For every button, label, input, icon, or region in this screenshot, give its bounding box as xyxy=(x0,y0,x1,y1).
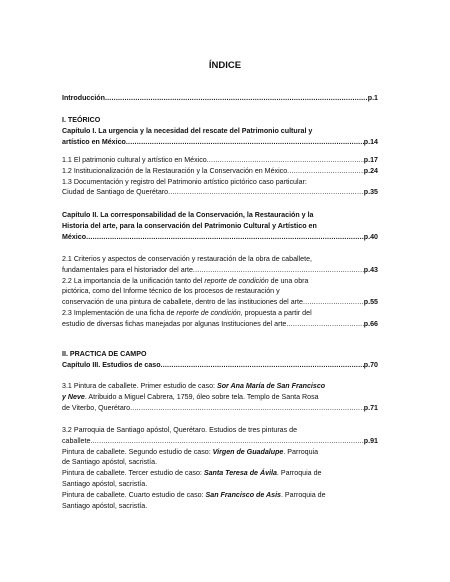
toc-section-3-1 xyxy=(62,381,325,392)
toc-page: p.40 xyxy=(363,232,378,241)
toc-section-2-1-cont: fundamentales para el historiador del arte xyxy=(62,265,193,274)
toc-section-1-3: 1.3 Documentación y registro del Patrimonio artístico pictórico caso particular: xyxy=(62,177,307,186)
chapter-2-title-cont: Historia del arte, para la conservación del Patrimonio Cultural y Artístico en xyxy=(62,221,317,230)
toc-section-2-2 xyxy=(62,276,309,287)
toc-text: 3.1 Pintura de caballete. Primer estudio de caso: xyxy=(62,382,217,390)
case-study-3-cont: Santiago apóstol, sacristía. xyxy=(62,479,148,488)
toc-section-3-2: 3.2 Parroquia de Santiago apóstol, Querétaro. Estudios de tres pinturas de xyxy=(62,426,298,434)
toc-section-2-2-cont: pictórica, como del Informe técnico de los procesos de restauración y xyxy=(62,287,280,296)
toc-page: p.43 xyxy=(363,265,378,274)
toc-page: p.1 xyxy=(367,94,378,102)
toc-text-bold-italic: Santa Teresa de Ávila xyxy=(203,469,277,478)
toc-section-2-3 xyxy=(62,308,312,319)
toc-section-1-2: 1.2 Institucionalización de la Restauración y la Conservación en México xyxy=(62,166,288,175)
toc-text: de una obra xyxy=(268,276,309,285)
part-1 xyxy=(62,115,378,147)
toc-section-2-2-cont: conservación de una pintura de caballete, dentro de las instituciones del arte xyxy=(62,298,303,307)
toc-label: Introducción xyxy=(62,94,105,102)
toc-text: 2.2 La importancia de la unificación tanto del xyxy=(62,276,205,285)
section-heading: I. TEÓRICO xyxy=(62,116,101,124)
toc-page: p.70 xyxy=(363,360,378,369)
toc-text: . Atribuido a Miguel Cabrera, 1759, óleo sobre tela. Templo de Santa Rosa xyxy=(84,392,319,401)
chapter-2-sections xyxy=(62,254,378,330)
toc-page: p.24 xyxy=(363,166,378,175)
chapter-2 xyxy=(62,210,378,242)
toc-text-bold-italic: Virgen de Guadalupe xyxy=(212,447,284,456)
toc-page: p.71 xyxy=(363,403,378,412)
case-study-4 xyxy=(62,490,326,501)
case-study-4-cont: Santiago apóstol, sacristía. xyxy=(62,501,148,510)
chapter-3-section-1 xyxy=(62,381,378,413)
toc-section-3-1-cont: de Viterbo, Querétaro xyxy=(62,403,131,412)
toc-page: p.35 xyxy=(363,188,378,197)
part-2 xyxy=(62,349,378,371)
chapter-3-title: Capítulo III. Estudios de caso xyxy=(62,360,161,369)
toc-page: p.14 xyxy=(363,137,378,146)
chapter-3-section-2 xyxy=(62,425,378,511)
toc-entry-introduccion xyxy=(62,93,378,104)
toc-text-bold-italic: y Neve xyxy=(62,392,85,401)
toc-text-bold-italic: San Francisco de Asis xyxy=(205,490,281,499)
toc-text: propuesta a partir del xyxy=(242,308,312,317)
toc-section-2-3-cont: estudio de diversas fichas manejadas por algunas Instituciones del arte xyxy=(62,319,287,328)
chapter-2-title: Capítulo II. La corresponsabilidad de la Conservación, la Restauración y la xyxy=(62,211,314,219)
toc-text: . Parroquia de xyxy=(276,469,322,478)
toc-page: p.55 xyxy=(363,298,378,307)
toc-section-2-1: 2.1 Criterios y aspectos de conservación y restauración de la obra de caballete, xyxy=(62,255,312,263)
toc-page: p.17 xyxy=(363,156,378,164)
toc-text: . Parroquia de xyxy=(280,490,326,499)
chapter-1-title: Capítulo I. La urgencia y la necesidad del rescate del Patrimonio cultural y xyxy=(62,126,313,135)
toc-text: Pintura de caballete. Segundo estudio de caso: xyxy=(62,447,213,456)
toc-page: p.66 xyxy=(363,319,378,328)
toc-page: p.91 xyxy=(363,436,378,445)
toc-text: . Parroquia xyxy=(283,447,319,456)
toc-text-bold-italic: Sor Ana María de San Francisco xyxy=(216,382,326,390)
case-study-2 xyxy=(62,447,318,458)
chapter-1-sections xyxy=(62,155,378,198)
toc-text: Pintura de caballete. Tercer estudio de caso: xyxy=(62,469,204,478)
toc-section-3-2-cont: caballete xyxy=(62,436,91,445)
section-heading: II. PRACTICA DE CAMPO xyxy=(62,350,147,358)
toc-text-italic: reporte de condición, xyxy=(176,308,243,317)
case-study-3 xyxy=(62,468,321,479)
toc-text-italic: reporte de condición xyxy=(204,276,269,285)
chapter-2-title-cont: México xyxy=(62,232,87,241)
toc-text: 2.3 Implementación de una ficha de xyxy=(62,308,177,317)
case-study-2-cont: de Santiago apóstol, sacristía. xyxy=(62,458,158,467)
chapter-1-title-cont: artístico en México xyxy=(62,137,126,146)
page-title: ÍNDICE xyxy=(208,60,242,71)
toc-section-1-3-cont: Ciudad de Santiago de Querétaro xyxy=(62,188,169,197)
toc-section-3-1-cont xyxy=(62,392,319,403)
toc-section-1-1: 1.1 El patrimonio cultural y artístico en México xyxy=(62,156,207,164)
toc-text: Pintura de caballete. Cuarto estudio de caso: xyxy=(62,490,206,499)
